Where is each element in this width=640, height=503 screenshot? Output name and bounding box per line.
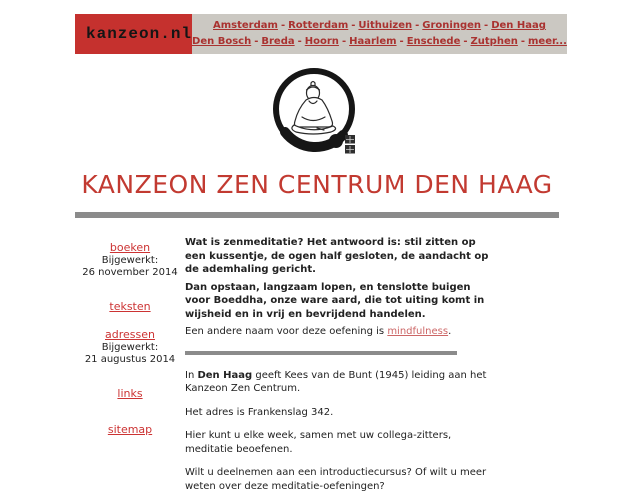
sidebar-link-teksten[interactable]: teksten: [109, 300, 151, 313]
nav-separator: -: [415, 20, 420, 31]
nav-link-amsterdam[interactable]: Amsterdam: [213, 20, 278, 31]
intro-paragraph-2: Dan opstaan, langzaam lopen, en tenslotte buigen voor Boeddha, onze ware aard, die tot uiting komt in wijsheid en in vrij en bevrijdend handelen.: [185, 281, 485, 320]
denhaag-bold: Den Haag: [197, 369, 253, 381]
title-underline-bar: [75, 212, 559, 218]
nav-separator: -: [463, 36, 468, 47]
sidebar-item-sitemap: [75, 410, 185, 437]
nav-link-den-bosch[interactable]: Den Bosch: [192, 36, 252, 47]
sidebar-updated-date: 26 november 2014: [82, 267, 178, 278]
enso-illustration-wrap: [75, 62, 559, 158]
content-columns: [75, 236, 559, 503]
sidebar-item-adressen: [75, 323, 185, 366]
nav-separator: -: [351, 20, 356, 31]
nav-separator: -: [484, 20, 489, 31]
nav-link-groningen[interactable]: Groningen: [422, 20, 482, 31]
nav-link-haarlem[interactable]: Haarlem: [349, 36, 397, 47]
sidebar-updated-label: Bijgewerkt:: [101, 342, 159, 353]
sidebar-link-sitemap[interactable]: sitemap: [107, 423, 153, 436]
nav-separator: -: [520, 36, 526, 47]
mindfulness-text-post: .: [448, 326, 452, 337]
main-content: [185, 236, 495, 503]
sidebar-link-boeken[interactable]: boeken: [109, 241, 151, 254]
city-navigation: [192, 14, 567, 54]
sidebar-link-adressen[interactable]: adressen: [105, 328, 155, 341]
sidebar-link-links[interactable]: links: [117, 387, 143, 400]
sidebar-item-boeken: [75, 236, 185, 279]
site-logo[interactable]: kanzeon.nl: [75, 14, 192, 54]
mindfulness-text-pre: Een andere naam voor deze oefening is: [185, 326, 388, 337]
intro-paragraph-1: Wat is zenmeditatie? Het antwoord is: stil zitten op een kussentje, de ogen half gesloten, de aandacht op de ademhaling gericht.: [185, 237, 489, 275]
denhaag-text-post: geeft Kees van de Bunt (1945) leiding aan het Kanzeon Zen Centrum.: [185, 369, 487, 394]
page-title: KANZEON ZEN CENTRUM DEN HAAG: [81, 170, 553, 199]
nav-separator: -: [341, 36, 347, 47]
nav-row-1: [213, 20, 546, 32]
mindfulness-paragraph: [185, 325, 495, 339]
kanzeon-enso-illustration: [265, 62, 369, 158]
content-divider: [185, 351, 457, 355]
denhaag-paragraph: [185, 369, 495, 396]
sidebar: [75, 236, 185, 503]
weekly-practice-paragraph: Hier kunt u elke week, samen met uw collega-zitters, meditatie beoefenen.: [185, 430, 452, 455]
nav-separator: -: [254, 36, 259, 47]
nav-separator: -: [280, 20, 286, 31]
nav-row-2: [192, 36, 567, 48]
sidebar-updated-label: Bijgewerkt:: [101, 255, 159, 266]
page: [75, 14, 567, 503]
nav-separator: -: [399, 36, 404, 47]
seal-stamp: [345, 135, 355, 154]
address-paragraph: Het adres is Frankenslag 342.: [185, 406, 334, 418]
nav-link-uithuizen[interactable]: Uithuizen: [358, 20, 413, 31]
mindfulness-link[interactable]: mindfulness: [387, 326, 449, 337]
introduction-course-paragraph: Wilt u deelnemen aan een introductiecursus? Of wilt u meer weten over deze meditatie-oefeningen?: [185, 467, 487, 492]
nav-link-rotterdam[interactable]: Rotterdam: [288, 20, 349, 31]
nav-link-den-haag[interactable]: Den Haag: [491, 20, 546, 31]
nav-link-zutphen[interactable]: Zutphen: [470, 36, 518, 47]
sidebar-updated-date: 21 augustus 2014: [84, 354, 176, 365]
denhaag-text-pre: In: [185, 369, 198, 381]
nav-link-hoorn[interactable]: Hoorn: [304, 36, 339, 47]
nav-link-enschede[interactable]: Enschede: [406, 36, 461, 47]
header: [75, 14, 567, 54]
sidebar-item-teksten: [75, 287, 185, 314]
sidebar-item-links: [75, 374, 185, 401]
nav-link-meer[interactable]: meer...: [528, 36, 567, 47]
nav-separator: -: [297, 36, 302, 47]
nav-link-breda[interactable]: Breda: [261, 36, 295, 47]
